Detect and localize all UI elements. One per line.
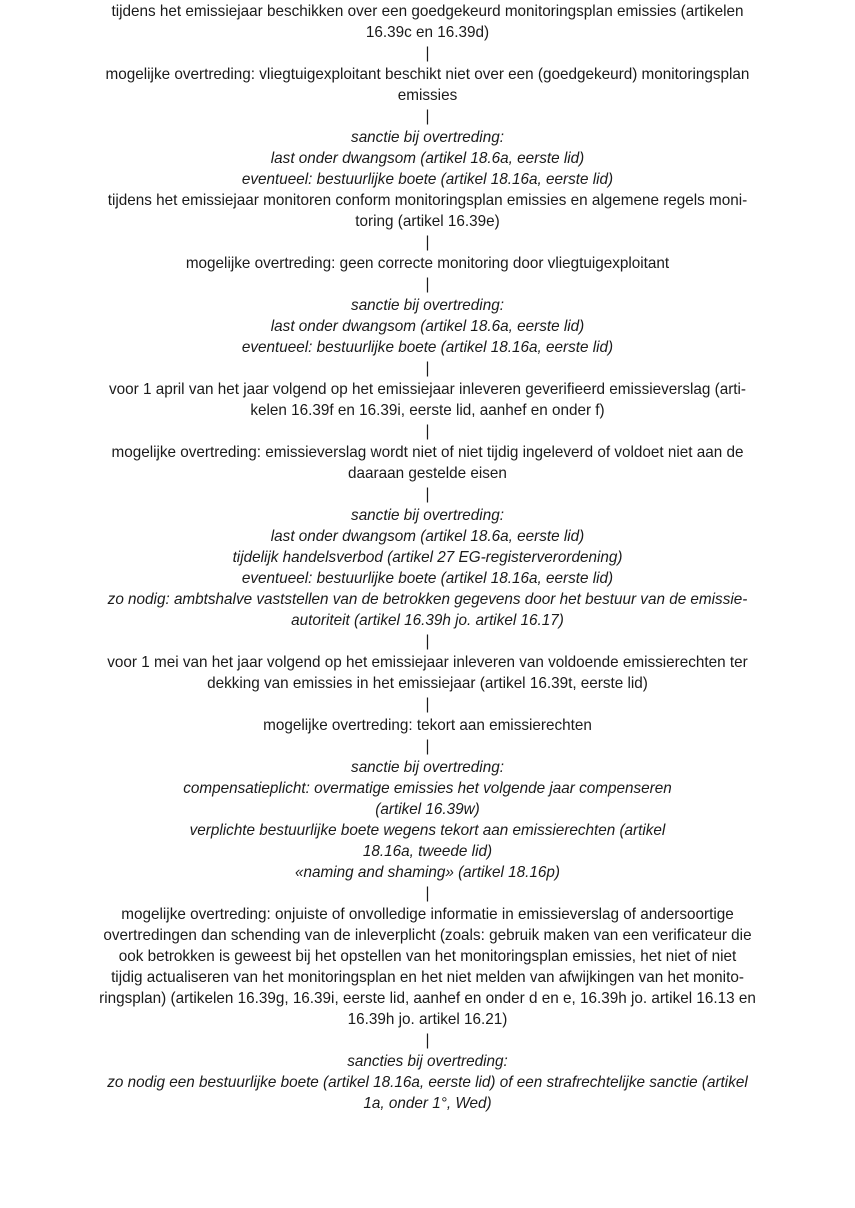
flow-connector: | bbox=[425, 1032, 430, 1049]
text-line: kelen 16.39f en 16.39i, eerste lid, aanhef en onder f) bbox=[250, 402, 605, 419]
text-line: mogelijke overtreding: vliegtuigexploitant beschikt niet over een (goedgekeurd) monitoringsplan bbox=[105, 66, 750, 83]
text-line: 16.39h jo. artikel 16.21) bbox=[347, 1011, 508, 1028]
flow-connector: | bbox=[425, 276, 430, 293]
text-line: last onder dwangsom (artikel 18.6a, eerste lid) bbox=[270, 318, 585, 335]
text-line: «naming and shaming» (artikel 18.16p) bbox=[294, 864, 561, 881]
text-line: autoriteit (artikel 16.39h jo. artikel 16.17) bbox=[291, 612, 564, 629]
flow-connector: | bbox=[425, 45, 430, 62]
flow-connector: | bbox=[425, 696, 430, 713]
text-line: eventueel: bestuurlijke boete (artikel 18.16a, eerste lid) bbox=[241, 570, 614, 587]
flow-connector: | bbox=[425, 486, 430, 503]
text-line: tijdelijk handelsverbod (artikel 27 EG-registerverordening) bbox=[232, 549, 623, 566]
text-line: sancties bij overtreding: bbox=[347, 1053, 508, 1070]
text-line: dekking van emissies in het emissiejaar (artikel 16.39t, eerste lid) bbox=[207, 675, 648, 692]
flow-connector: | bbox=[425, 633, 430, 650]
text-line: last onder dwangsom (artikel 18.6a, eerste lid) bbox=[270, 528, 585, 545]
text-line: voor 1 april van het jaar volgend op het emissiejaar inleveren geverifieerd emissieverslag (arti- bbox=[108, 381, 747, 398]
flow-connector: | bbox=[425, 234, 430, 251]
text-line: compensatieplicht: overmatige emissies het volgende jaar compenseren bbox=[183, 780, 672, 797]
text-line: sanctie bij overtreding: bbox=[351, 129, 504, 146]
text-line: voor 1 mei van het jaar volgend op het emissiejaar inleveren van voldoende emissierechten ter bbox=[107, 654, 748, 671]
text-line: ringsplan) (artikelen 16.39g, 16.39i, eerste lid, aanhef en onder d en e, 16.39h jo. artikel 16.13 en bbox=[99, 990, 756, 1007]
text-line: daaraan gestelde eisen bbox=[348, 465, 507, 482]
text-line: overtredingen dan schending van de inleverplicht (zoals: gebruik maken van een verificateur die bbox=[103, 927, 752, 944]
text-line: mogelijke overtreding: tekort aan emissierechten bbox=[263, 717, 592, 734]
text-line: tijdig actualiseren van het monitoringsplan en het niet melden van afwijkingen van het monito- bbox=[111, 969, 744, 986]
text-line: mogelijke overtreding: geen correcte monitoring door vliegtuigexploitant bbox=[185, 255, 670, 272]
text-line: tijdens het emissiejaar beschikken over een goedgekeurd monitoringsplan emissies (artikelen bbox=[111, 3, 744, 20]
text-line: toring (artikel 16.39e) bbox=[355, 213, 500, 230]
text-line: tijdens het emissiejaar monitoren conform monitoringsplan emissies en algemene regels moni- bbox=[107, 192, 748, 209]
text-line: ook betrokken is geweest bij het opstellen van het monitoringsplan emissies, het niet of niet bbox=[118, 948, 737, 965]
text-line: 1a, onder 1°, Wed) bbox=[363, 1095, 492, 1112]
text-line: verplichte bestuurlijke boete wegens tekort aan emissierechten (artikel bbox=[189, 822, 666, 839]
text-line: sanctie bij overtreding: bbox=[351, 759, 504, 776]
text-line: emissies bbox=[397, 87, 458, 104]
text-line: last onder dwangsom (artikel 18.6a, eerste lid) bbox=[270, 150, 585, 167]
text-line: mogelijke overtreding: emissieverslag wordt niet of niet tijdig ingeleverd of voldoet niet aan de bbox=[111, 444, 744, 461]
text-line: sanctie bij overtreding: bbox=[351, 297, 504, 314]
flow-connector: | bbox=[425, 423, 430, 440]
text-line: eventueel: bestuurlijke boete (artikel 18.16a, eerste lid) bbox=[241, 171, 614, 188]
text-line: mogelijke overtreding: onjuiste of onvolledige informatie in emissieverslag of andersoortige bbox=[121, 906, 734, 923]
flow-connector: | bbox=[425, 360, 430, 377]
text-line: sanctie bij overtreding: bbox=[351, 507, 504, 524]
flow-connector: | bbox=[425, 108, 430, 125]
text-line: 18.16a, tweede lid) bbox=[362, 843, 493, 860]
text-line: 16.39c en 16.39d) bbox=[365, 24, 490, 41]
flow-connector: | bbox=[425, 738, 430, 755]
text-line: zo nodig: ambtshalve vaststellen van de betrokken gegevens door het bestuur van de emissie- bbox=[107, 591, 748, 608]
text-line: zo nodig een bestuurlijke boete (artikel 18.16a, eerste lid) of een strafrechtelijke sanctie (artikel bbox=[107, 1074, 748, 1091]
text-line: eventueel: bestuurlijke boete (artikel 18.16a, eerste lid) bbox=[241, 339, 614, 356]
text-line: (artikel 16.39w) bbox=[375, 801, 480, 818]
flow-connector: | bbox=[425, 885, 430, 902]
